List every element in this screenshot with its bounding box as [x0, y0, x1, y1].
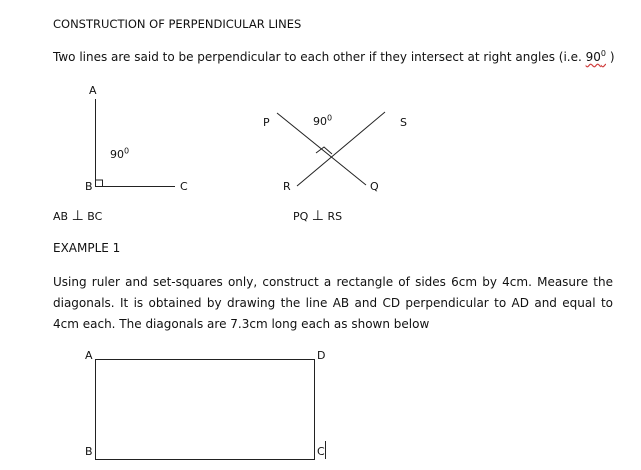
right-angle-marker-1 — [96, 180, 103, 187]
label-p: P — [263, 116, 270, 129]
page-heading: CONSTRUCTION OF PERPENDICULAR LINES — [53, 17, 302, 31]
label-c-fig1: C — [180, 180, 188, 193]
angle-label-fig2: $90^0$ — [313, 113, 333, 128]
label-r: R — [283, 180, 291, 193]
label-s: S — [400, 116, 407, 129]
definition-degree: $90^0$ — [585, 49, 606, 64]
definition-text-main: Two lines are said to be perpendicular to each other if they intersect at right angles (i.e. — [53, 50, 586, 64]
figure-right-angle — [96, 99, 176, 187]
label-b-rect: B — [85, 445, 93, 458]
rectangle-abcd — [96, 360, 315, 460]
angle-label-fig1: $90^0$ — [110, 146, 130, 161]
label-q: Q — [370, 180, 379, 193]
rectangle-figure — [96, 360, 326, 460]
notation-pq-rs: PQ ⊥ RS — [293, 208, 343, 224]
perpendicular-symbol: ⊥ — [71, 208, 84, 224]
line-rs — [297, 112, 385, 186]
definition-text-end: ) — [606, 50, 615, 64]
label-c-rect: C — [317, 445, 325, 458]
perpendicular-symbol: ⊥ — [311, 208, 324, 224]
label-d-rect: D — [317, 349, 326, 362]
example-title: EXAMPLE 1 — [53, 241, 121, 255]
notation-ab-bc: AB ⊥ BC — [53, 208, 103, 224]
example-paragraph: Using ruler and set-squares only, construct a rectangle of sides 6cm by 4cm. Measure the diagonals. It is obtained by drawing the line AB and CD perpendicular to AD and equal to 4cm each. The diagonals are 7.3cm long each as shown below — [53, 275, 613, 331]
label-a-fig1: A — [89, 84, 97, 97]
label-a-rect: A — [85, 349, 93, 362]
label-b-fig1: B — [85, 180, 93, 193]
